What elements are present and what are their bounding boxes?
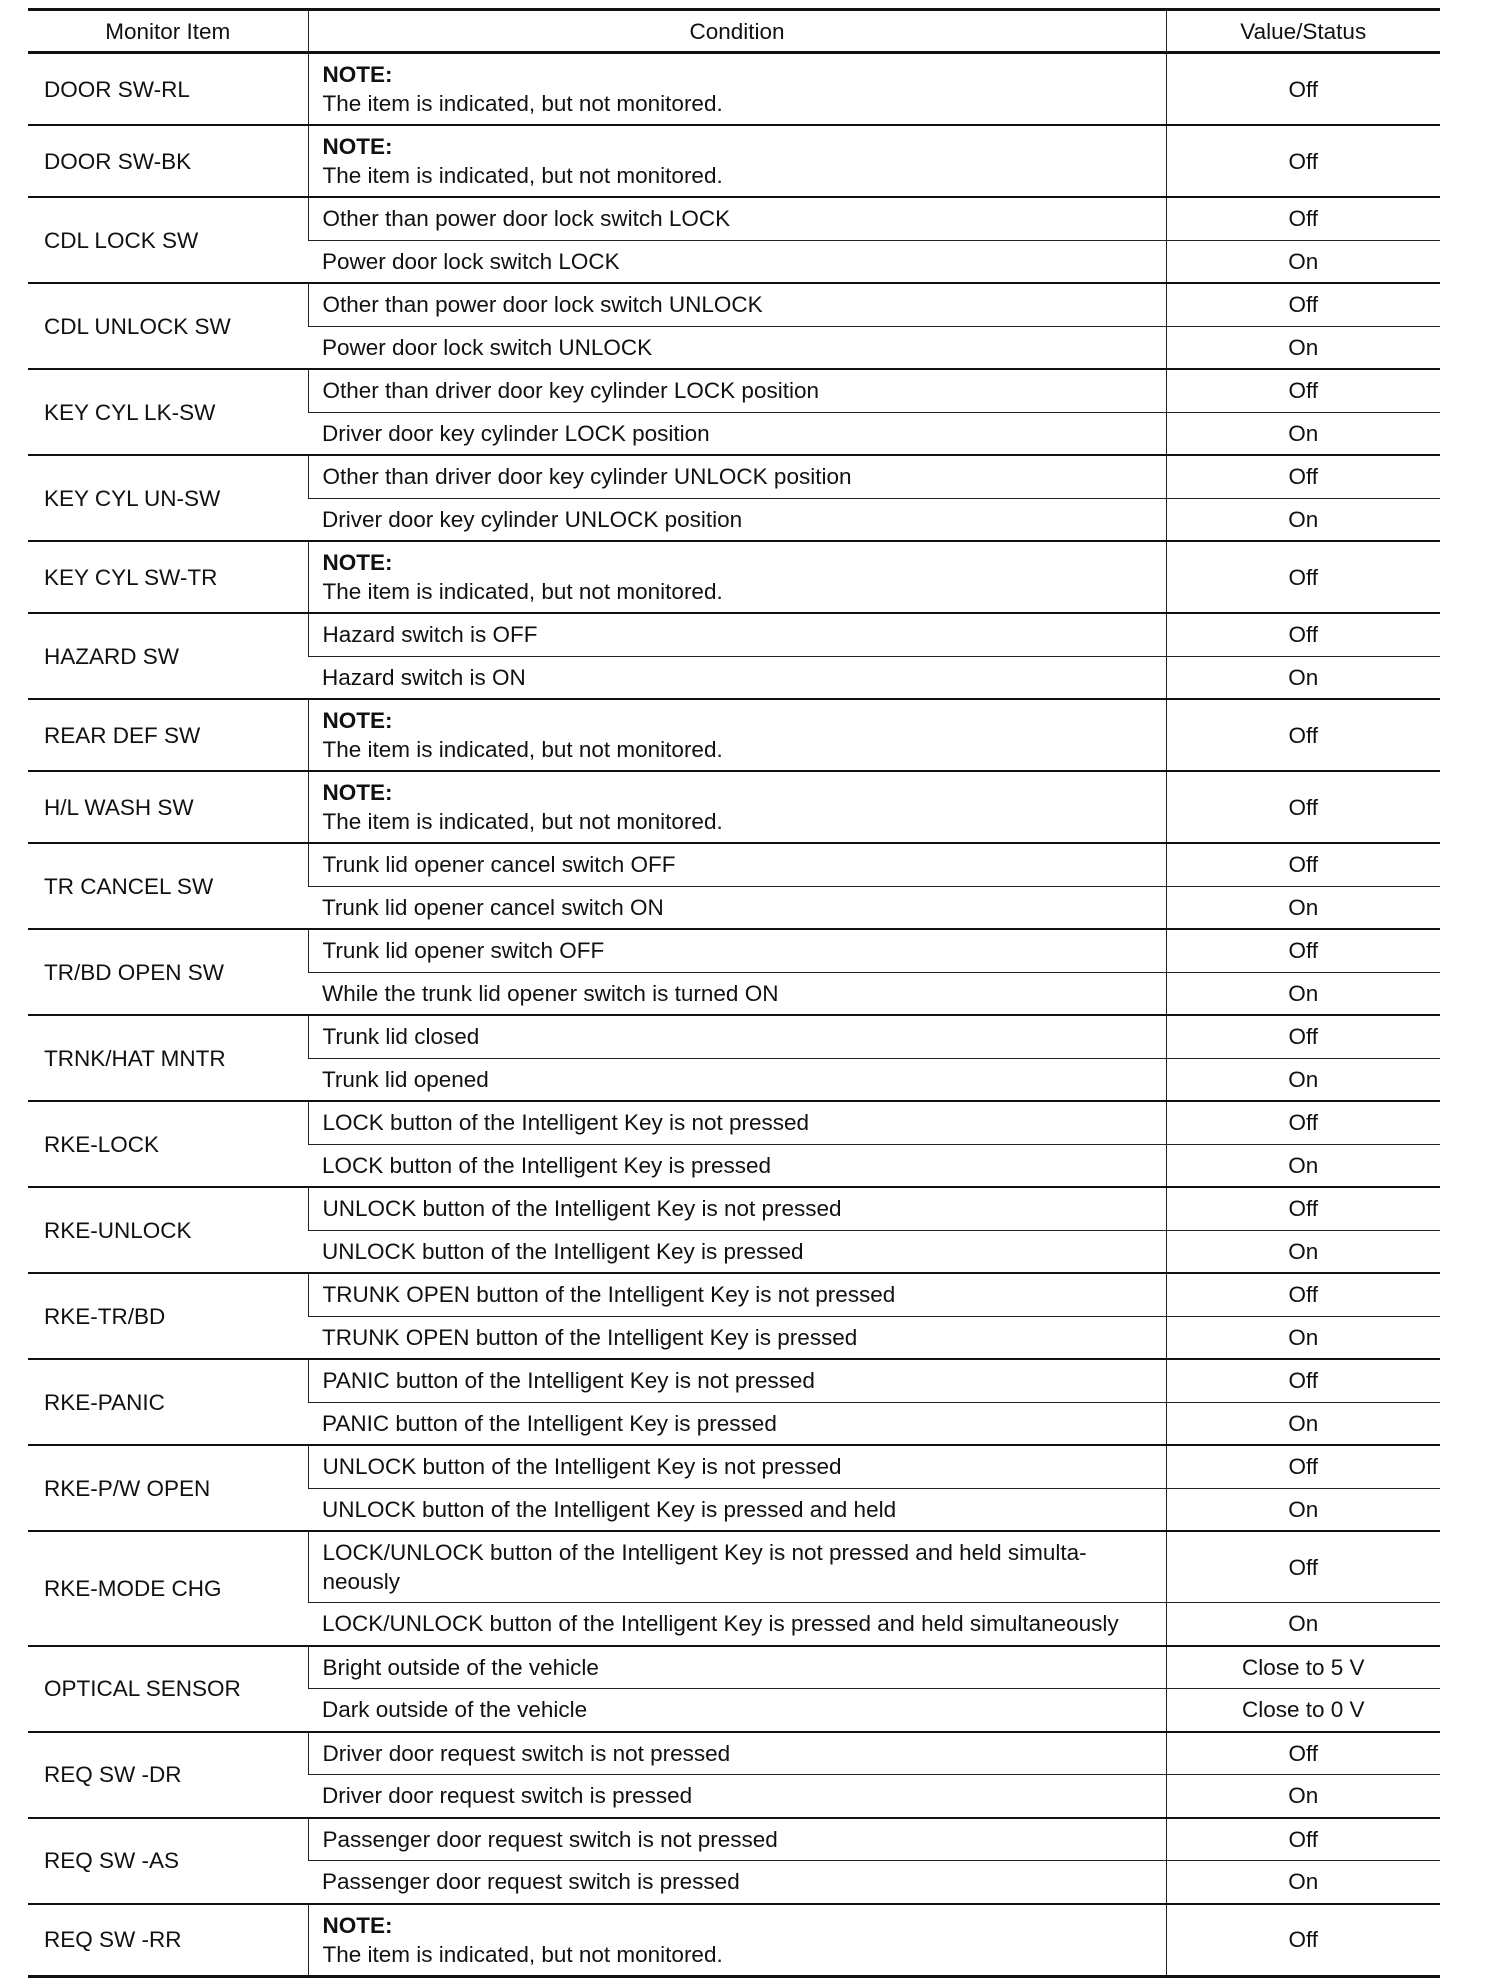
monitor-item-cell: CDL UNLOCK SW bbox=[28, 283, 308, 369]
table-row bbox=[28, 699, 1440, 771]
value-status-cell: Off bbox=[1166, 1732, 1440, 1775]
condition-cell: Driver door request switch is pressed bbox=[308, 1775, 1166, 1818]
table-row bbox=[28, 1818, 1440, 1861]
header-condition: Condition bbox=[308, 10, 1166, 53]
value-status-cell: Off bbox=[1166, 125, 1440, 197]
condition-cell: Dark outside of the vehicle bbox=[308, 1689, 1166, 1732]
note-label: NOTE: bbox=[322, 134, 393, 159]
note-label: NOTE: bbox=[322, 550, 393, 575]
condition-cell: Driver door key cylinder LOCK position bbox=[308, 412, 1166, 455]
note-label: NOTE: bbox=[322, 1912, 393, 1938]
table-row bbox=[28, 1732, 1440, 1775]
value-status-cell: On bbox=[1166, 1775, 1440, 1818]
header-value-status: Value/Status bbox=[1166, 10, 1440, 53]
value-status-cell: Off bbox=[1166, 1187, 1440, 1230]
value-status-cell: Off bbox=[1166, 771, 1440, 843]
value-status-cell: Off bbox=[1166, 53, 1440, 126]
condition-cell: LOCK/UNLOCK button of the Intelligent Key is not pressed and held simulta-neously bbox=[308, 1531, 1166, 1603]
value-status-cell: Off bbox=[1166, 613, 1440, 656]
monitor-item-cell: REQ SW -AS bbox=[28, 1818, 308, 1904]
note-label: NOTE: bbox=[322, 780, 393, 805]
condition-cell: Trunk lid opened bbox=[308, 1058, 1166, 1101]
condition-cell bbox=[308, 541, 1166, 613]
table-row bbox=[28, 929, 1440, 972]
value-status-cell: Off bbox=[1166, 283, 1440, 326]
condition-cell: Hazard switch is ON bbox=[308, 656, 1166, 699]
table-row bbox=[28, 1359, 1440, 1402]
monitor-item-cell: KEY CYL UN-SW bbox=[28, 455, 308, 541]
value-status-cell: On bbox=[1166, 1861, 1440, 1904]
condition-cell: Passenger door request switch is not pressed bbox=[308, 1818, 1166, 1861]
value-status-cell: On bbox=[1166, 326, 1440, 369]
value-status-cell: Off bbox=[1166, 929, 1440, 972]
value-status-cell: Off bbox=[1166, 541, 1440, 613]
table-header-row bbox=[28, 10, 1440, 53]
value-status-cell: Off bbox=[1166, 369, 1440, 412]
condition-cell: TRUNK OPEN button of the Intelligent Key is pressed bbox=[308, 1316, 1166, 1359]
monitor-item-cell: CDL LOCK SW bbox=[28, 197, 308, 283]
table-row bbox=[28, 1015, 1440, 1058]
table-row bbox=[28, 1101, 1440, 1144]
condition-cell: PANIC button of the Intelligent Key is not pressed bbox=[308, 1359, 1166, 1402]
value-status-cell: Off bbox=[1166, 843, 1440, 886]
header-monitor-item: Monitor Item bbox=[28, 10, 308, 53]
table-row bbox=[28, 369, 1440, 412]
table-row bbox=[28, 455, 1440, 498]
condition-cell: TRUNK OPEN button of the Intelligent Key is not pressed bbox=[308, 1273, 1166, 1316]
monitor-item-cell: REAR DEF SW bbox=[28, 699, 308, 771]
value-status-cell: Off bbox=[1166, 1531, 1440, 1603]
monitor-item-cell: TR/BD OPEN SW bbox=[28, 929, 308, 1015]
value-status-cell: Close to 0 V bbox=[1166, 1689, 1440, 1732]
table-row bbox=[28, 1273, 1440, 1316]
table-row bbox=[28, 1904, 1440, 1977]
value-status-cell: On bbox=[1166, 1144, 1440, 1187]
condition-cell: LOCK button of the Intelligent Key is not pressed bbox=[308, 1101, 1166, 1144]
table-row bbox=[28, 541, 1440, 613]
value-status-cell: Off bbox=[1166, 1273, 1440, 1316]
value-status-cell: Off bbox=[1166, 197, 1440, 240]
condition-cell bbox=[308, 699, 1166, 771]
monitor-item-cell: RKE-TR/BD bbox=[28, 1273, 308, 1359]
monitor-item-cell: TR CANCEL SW bbox=[28, 843, 308, 929]
condition-cell bbox=[308, 771, 1166, 843]
condition-cell: Trunk lid opener switch OFF bbox=[308, 929, 1166, 972]
condition-cell: While the trunk lid opener switch is turned ON bbox=[308, 972, 1166, 1015]
value-status-cell: On bbox=[1166, 412, 1440, 455]
note-label: NOTE: bbox=[322, 62, 393, 87]
value-status-cell: On bbox=[1166, 656, 1440, 699]
value-status-cell: Off bbox=[1166, 1904, 1440, 1977]
table-row bbox=[28, 1646, 1440, 1689]
condition-cell: LOCK button of the Intelligent Key is pressed bbox=[308, 1144, 1166, 1187]
condition-cell: Trunk lid closed bbox=[308, 1015, 1166, 1058]
condition-cell: UNLOCK button of the Intelligent Key is pressed bbox=[308, 1230, 1166, 1273]
value-status-cell: Close to 5 V bbox=[1166, 1646, 1440, 1689]
monitor-item-cell: RKE-MODE CHG bbox=[28, 1531, 308, 1646]
monitor-item-cell: DOOR SW-BK bbox=[28, 125, 308, 197]
note-text: The item is indicated, but not monitored. bbox=[322, 809, 723, 834]
note-text: The item is indicated, but not monitored. bbox=[322, 1941, 723, 1967]
condition-cell: Driver door request switch is not pressed bbox=[308, 1732, 1166, 1775]
monitor-item-cell: OPTICAL SENSOR bbox=[28, 1646, 308, 1732]
value-status-cell: Off bbox=[1166, 1818, 1440, 1861]
condition-cell: Trunk lid opener cancel switch OFF bbox=[308, 843, 1166, 886]
condition-cell: LOCK/UNLOCK button of the Intelligent Key is pressed and held simultaneously bbox=[308, 1603, 1166, 1646]
table-row bbox=[28, 53, 1440, 126]
condition-cell: Trunk lid opener cancel switch ON bbox=[308, 886, 1166, 929]
table-row bbox=[28, 1531, 1440, 1603]
monitor-item-cell: REQ SW -RR bbox=[28, 1904, 308, 1977]
condition-cell: PANIC button of the Intelligent Key is pressed bbox=[308, 1402, 1166, 1445]
note-label: NOTE: bbox=[322, 708, 393, 733]
value-status-cell: Off bbox=[1166, 1445, 1440, 1488]
monitor-item-cell: TRNK/HAT MNTR bbox=[28, 1015, 308, 1101]
monitor-item-table bbox=[28, 8, 1440, 1978]
monitor-item-cell: RKE-LOCK bbox=[28, 1101, 308, 1187]
condition-cell: Driver door key cylinder UNLOCK position bbox=[308, 498, 1166, 541]
value-status-cell: On bbox=[1166, 1230, 1440, 1273]
table-row bbox=[28, 843, 1440, 886]
table-row bbox=[28, 613, 1440, 656]
monitor-item-cell: RKE-UNLOCK bbox=[28, 1187, 308, 1273]
table-row bbox=[28, 771, 1440, 843]
monitor-item-cell: HAZARD SW bbox=[28, 613, 308, 699]
condition-cell bbox=[308, 125, 1166, 197]
table-body bbox=[28, 53, 1440, 1977]
note-text: The item is indicated, but not monitored. bbox=[322, 163, 723, 188]
condition-cell: Hazard switch is OFF bbox=[308, 613, 1166, 656]
note-text: The item is indicated, but not monitored. bbox=[322, 579, 723, 604]
monitor-item-cell: RKE-PANIC bbox=[28, 1359, 308, 1445]
value-status-cell: On bbox=[1166, 1603, 1440, 1646]
value-status-cell: Off bbox=[1166, 1015, 1440, 1058]
monitor-item-cell: RKE-P/W OPEN bbox=[28, 1445, 308, 1531]
condition-cell: UNLOCK button of the Intelligent Key is not pressed bbox=[308, 1445, 1166, 1488]
monitor-item-cell: REQ SW -DR bbox=[28, 1732, 308, 1818]
condition-cell: UNLOCK button of the Intelligent Key is not pressed bbox=[308, 1187, 1166, 1230]
condition-cell: Passenger door request switch is pressed bbox=[308, 1861, 1166, 1904]
table-row bbox=[28, 1445, 1440, 1488]
value-status-cell: Off bbox=[1166, 1101, 1440, 1144]
value-status-cell: Off bbox=[1166, 699, 1440, 771]
value-status-cell: On bbox=[1166, 1488, 1440, 1531]
value-status-cell: Off bbox=[1166, 1359, 1440, 1402]
monitor-item-cell: KEY CYL LK-SW bbox=[28, 369, 308, 455]
value-status-cell: On bbox=[1166, 972, 1440, 1015]
value-status-cell: On bbox=[1166, 1316, 1440, 1359]
table-row bbox=[28, 283, 1440, 326]
value-status-cell: Off bbox=[1166, 455, 1440, 498]
value-status-cell: On bbox=[1166, 1402, 1440, 1445]
table-row bbox=[28, 125, 1440, 197]
condition-cell: Power door lock switch LOCK bbox=[308, 240, 1166, 283]
condition-cell: Power door lock switch UNLOCK bbox=[308, 326, 1166, 369]
table-row bbox=[28, 197, 1440, 240]
value-status-cell: On bbox=[1166, 1058, 1440, 1101]
condition-cell: Bright outside of the vehicle bbox=[308, 1646, 1166, 1689]
condition-cell: Other than driver door key cylinder UNLOCK position bbox=[308, 455, 1166, 498]
condition-cell bbox=[308, 1904, 1166, 1977]
condition-cell: Other than power door lock switch UNLOCK bbox=[308, 283, 1166, 326]
table-row bbox=[28, 1187, 1440, 1230]
note-text: The item is indicated, but not monitored. bbox=[322, 737, 723, 762]
condition-cell: Other than power door lock switch LOCK bbox=[308, 197, 1166, 240]
value-status-cell: On bbox=[1166, 498, 1440, 541]
condition-cell bbox=[308, 53, 1166, 126]
condition-cell: UNLOCK button of the Intelligent Key is pressed and held bbox=[308, 1488, 1166, 1531]
monitor-item-cell: H/L WASH SW bbox=[28, 771, 308, 843]
value-status-cell: On bbox=[1166, 240, 1440, 283]
value-status-cell: On bbox=[1166, 886, 1440, 929]
condition-cell: Other than driver door key cylinder LOCK position bbox=[308, 369, 1166, 412]
note-text: The item is indicated, but not monitored. bbox=[322, 91, 723, 116]
monitor-item-cell: DOOR SW-RL bbox=[28, 53, 308, 126]
monitor-item-cell: KEY CYL SW-TR bbox=[28, 541, 308, 613]
